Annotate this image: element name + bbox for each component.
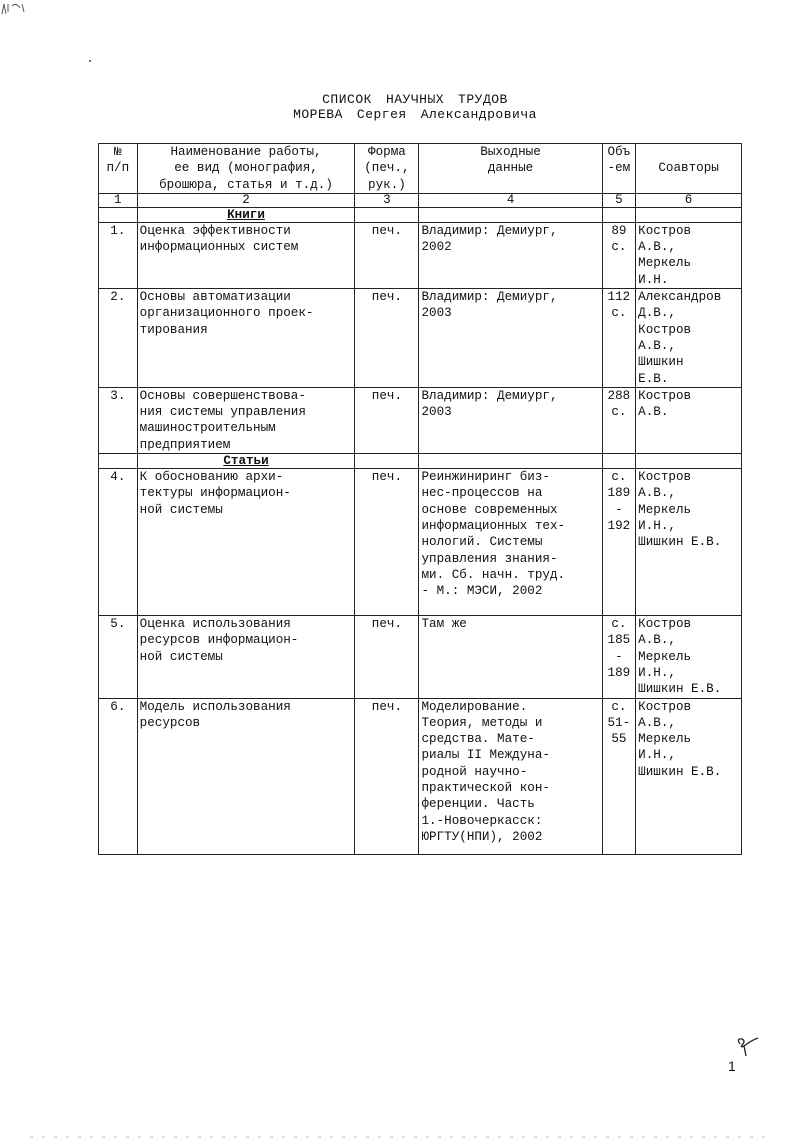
section-articles (99, 454, 742, 469)
section-cell-empty (99, 454, 138, 469)
cell-line: 189 (607, 486, 631, 501)
section-cell-empty (636, 207, 742, 222)
cell-line: Александров (638, 290, 722, 305)
header-volume: Объ -ем (602, 144, 636, 194)
cell-line: И.Н., (638, 518, 676, 533)
work-title (137, 387, 355, 453)
cell-line: 51- (607, 715, 631, 730)
header-coauthors: Соавторы (636, 144, 742, 194)
cell-line: Владимир: Демиург, (421, 388, 558, 403)
cell-line: Шишкин Е.В. (638, 535, 722, 550)
column-number: 4 (419, 193, 602, 207)
cell-line: 2003 (421, 405, 452, 420)
cell-line: 112 (607, 290, 631, 305)
cell-line: Теория, методы и (421, 715, 543, 730)
section-cell-empty (355, 454, 419, 469)
section-books (99, 207, 742, 222)
volume (602, 698, 636, 854)
work-title (137, 698, 355, 854)
cell-line: И.Н., (638, 665, 676, 680)
publication-form: печ. (355, 387, 419, 453)
cell-line: Д.В., (638, 306, 676, 321)
section-cell-empty (602, 207, 636, 222)
header-title: Наименование работы, ее вид (монография, брошюра, статья и т.д.) (137, 144, 355, 194)
cell-line: Костров (638, 322, 692, 337)
row-number: 4. (99, 469, 138, 616)
output-data (419, 698, 602, 854)
cell-line: Е.В. (638, 371, 669, 386)
section-cell-empty (355, 207, 419, 222)
cell-line: А.В. (638, 405, 669, 420)
cell-line: тектуры информацион- (139, 486, 291, 501)
cell-line: практической кон- (421, 781, 550, 796)
cell-line: Костров (638, 388, 692, 403)
row-number: 6. (99, 698, 138, 854)
cell-line: Костров (638, 223, 692, 238)
cell-line: А.В., (638, 633, 676, 648)
work-title (137, 222, 355, 288)
cell-line: с. (611, 405, 627, 420)
cell-line: Шишкин Е.В. (638, 764, 722, 779)
cell-line: нес-процессов на (421, 486, 543, 501)
column-number: 3 (355, 193, 419, 207)
cell-line: К обоснованию архи- (139, 470, 284, 485)
section-cell-empty (602, 454, 636, 469)
cell-line: ния системы управления (139, 405, 306, 420)
column-number: 2 (137, 193, 355, 207)
row-number: 1. (99, 222, 138, 288)
cell-line: И.Н. (638, 272, 669, 287)
cell-line: Владимир: Демиург, (421, 223, 558, 238)
coauthors (636, 698, 742, 854)
output-data (419, 387, 602, 453)
column-numbers-row (99, 193, 742, 207)
cell-line: 2003 (421, 306, 452, 321)
cell-line: А.В., (638, 715, 676, 730)
cell-line: Костров (638, 699, 692, 714)
cell-line: ми. Сб. начн. труд. (421, 567, 566, 582)
title-word: ТРУДОВ (458, 92, 508, 107)
work-title (137, 289, 355, 388)
column-number: 5 (602, 193, 636, 207)
table-row (99, 616, 742, 698)
cell-line: Костров (638, 617, 692, 632)
signature-mark (734, 1036, 762, 1060)
cell-line: А.В., (638, 486, 676, 501)
volume (602, 222, 636, 288)
document-title (0, 92, 795, 107)
publication-form: печ. (355, 222, 419, 288)
cell-line: Меркель (638, 256, 692, 271)
volume (602, 469, 636, 616)
work-title (137, 616, 355, 698)
publication-form: печ. (355, 698, 419, 854)
table-row (99, 289, 742, 388)
cell-line: 2002 (421, 240, 452, 255)
coauthors (636, 289, 742, 388)
title-word: НАУЧНЫХ (385, 92, 445, 107)
row-number: 5. (99, 616, 138, 698)
table-row (99, 698, 742, 854)
header-form: Форма (печ., рук.) (355, 144, 419, 194)
section-cell-empty (419, 454, 602, 469)
cell-line: ресурсов информацион- (139, 633, 299, 648)
cell-line: Моделирование. (421, 699, 528, 714)
cell-line: Меркель (638, 502, 692, 517)
publications-table (98, 143, 742, 855)
coauthors (636, 616, 742, 698)
cell-line: Оценка использования (139, 617, 291, 632)
cell-line: А.В., (638, 338, 676, 353)
cell-line: организационного проек- (139, 306, 314, 321)
table-row (99, 222, 742, 288)
table-row (99, 387, 742, 453)
cell-line: 185 (607, 633, 631, 648)
cell-line: 55 (611, 732, 627, 747)
cell-line: информационных тех- (421, 518, 566, 533)
cell-line: машиностроительным (139, 421, 276, 436)
cell-line: Оценка эффективности (139, 223, 291, 238)
cell-line: 1.-Новочеркасск: (421, 813, 543, 828)
cell-line: Модель использования (139, 699, 291, 714)
table-header-row (99, 144, 742, 194)
cell-line: 189 (607, 665, 631, 680)
output-data (419, 289, 602, 388)
cell-line: Шишкин (638, 355, 684, 370)
output-data (419, 469, 602, 616)
section-title: Книги (137, 207, 355, 222)
cell-line: А.В., (638, 240, 676, 255)
cell-line: предприятием (139, 437, 231, 452)
cell-line: 288 (607, 388, 631, 403)
cell-line: Основы совершенствова- (139, 388, 306, 403)
author-patronymic: Александровича (420, 107, 537, 122)
section-cell-empty (99, 207, 138, 222)
work-title (137, 469, 355, 616)
cell-line: - М.: МЭСИ, 2002 (421, 584, 543, 599)
cell-line: тирования (139, 322, 208, 337)
cell-line: Меркель (638, 732, 692, 747)
section-cell-empty (419, 207, 602, 222)
column-number: 6 (636, 193, 742, 207)
header-number: № п/п (99, 144, 138, 194)
cell-line: с. (611, 470, 627, 485)
cell-line: 192 (607, 518, 631, 533)
coauthors (636, 222, 742, 288)
cell-line: Костров (638, 470, 692, 485)
volume (602, 387, 636, 453)
volume (602, 616, 636, 698)
cell-line: с. (611, 699, 627, 714)
cell-line: управления знания- (421, 551, 558, 566)
cell-line: И.Н., (638, 748, 676, 763)
header-output: Выходные данные (419, 144, 602, 194)
cell-line: ференции. Часть (421, 797, 535, 812)
cell-line: 89 (611, 223, 627, 238)
column-number: 1 (99, 193, 138, 207)
coauthors (636, 469, 742, 616)
cell-line: - (615, 649, 623, 664)
cell-line: средства. Мате- (421, 732, 535, 747)
title-word: СПИСОК (322, 92, 372, 107)
cell-line: Владимир: Демиург, (421, 290, 558, 305)
publication-form: печ. (355, 616, 419, 698)
scan-speck (89, 60, 91, 62)
cell-line: Меркель (638, 649, 692, 664)
author-name (0, 107, 795, 122)
cell-line: Там же (421, 617, 467, 632)
author-first-name: Сергея (356, 107, 407, 122)
publication-form: печ. (355, 469, 419, 616)
cell-line: ЮРГТУ(НПИ), 2002 (421, 829, 543, 844)
output-data (419, 616, 602, 698)
output-data (419, 222, 602, 288)
section-cell-empty (636, 454, 742, 469)
scan-edge-noise (30, 1136, 770, 1138)
publication-form: печ. (355, 289, 419, 388)
page-number: 1 (728, 1058, 736, 1074)
cell-line: родной научно- (421, 764, 528, 779)
volume (602, 289, 636, 388)
cell-line: - (615, 502, 623, 517)
coauthors (636, 387, 742, 453)
scan-corner-mark (0, 0, 60, 18)
cell-line: нологий. Системы (421, 535, 543, 550)
cell-line: ресурсов (139, 715, 201, 730)
cell-line: риалы II Междуна- (421, 748, 550, 763)
cell-line: с. (611, 240, 627, 255)
cell-line: ной системы (139, 502, 223, 517)
cell-line: ной системы (139, 649, 223, 664)
cell-line: Основы автоматизации (139, 290, 291, 305)
row-number: 3. (99, 387, 138, 453)
author-surname: МОРЕВА (293, 107, 343, 122)
table-row (99, 469, 742, 616)
cell-line: Реинжиниринг биз- (421, 470, 550, 485)
row-number: 2. (99, 289, 138, 388)
cell-line: с. (611, 306, 627, 321)
cell-line: с. (611, 617, 627, 632)
cell-line: основе современных (421, 502, 558, 517)
section-title: Статьи (137, 454, 355, 469)
cell-line: Шишкин Е.В. (638, 682, 722, 697)
cell-line: информационных систем (139, 240, 299, 255)
